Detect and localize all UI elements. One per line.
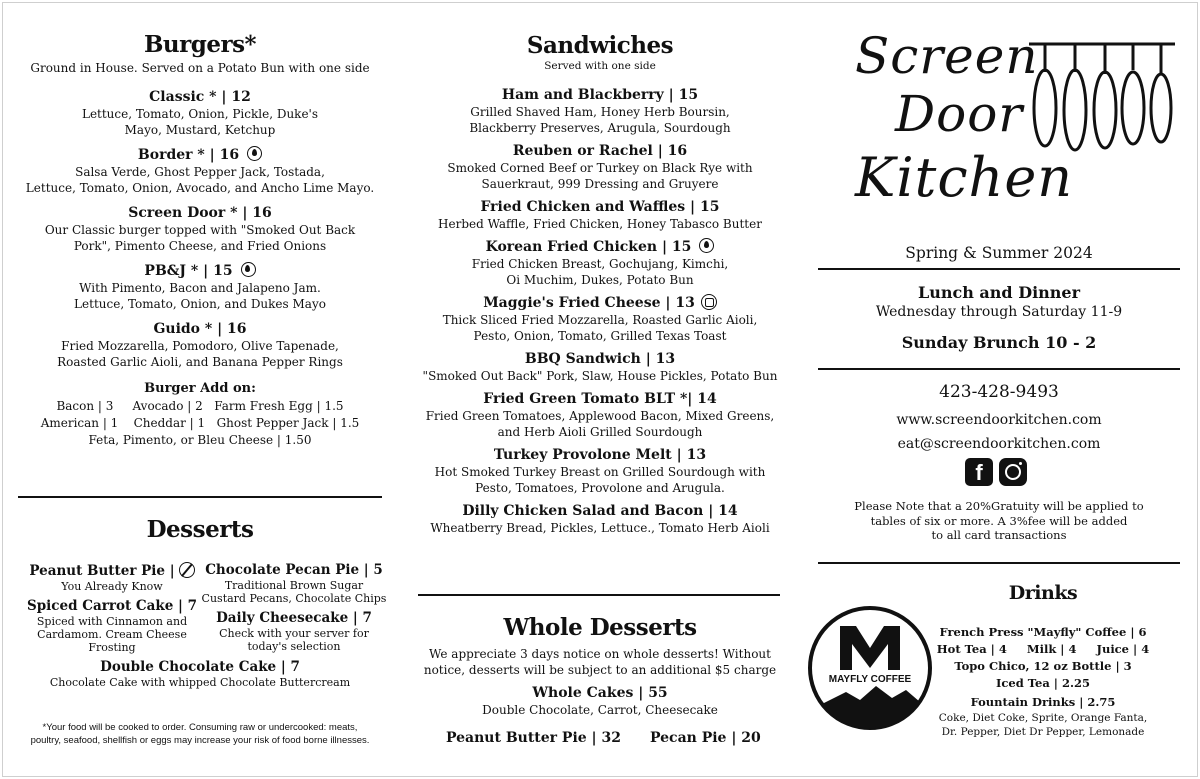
mayfly-coffee-logo: [808, 604, 932, 732]
dessert-desc: today's selection: [247, 640, 341, 653]
item-title: PB&J * | 15: [144, 263, 233, 279]
item-desc: Blackberry Preserves, Arugula, Sourdough: [469, 121, 731, 135]
drinks-title: Drinks: [1008, 582, 1078, 604]
item-desc: Pesto, Tomatoes, Provolone and Arugula.: [475, 481, 725, 495]
gratuity-line: tables of six or more. A 3%fee will be added: [870, 513, 1128, 528]
menu-item: [412, 390, 788, 440]
drinks-section: [930, 580, 1156, 739]
hours-section: [818, 283, 1180, 353]
item-desc: Herbed Waffle, Fried Chicken, Honey Tabasco Butter: [438, 217, 762, 231]
item-title: Classic * | 12: [149, 89, 251, 105]
season: Spring & Summer 2024: [905, 244, 1093, 262]
gratuity-line: Please Note that a 20%Gratuity will be applied to: [854, 499, 1144, 513]
addon-title: Burger Add on:: [144, 381, 256, 396]
footnote-line: poultry, seafood, shellfish or eggs may increase your risk of food borne illnesses.: [30, 735, 370, 746]
burgers-title: Burgers*: [143, 31, 257, 58]
item-desc: Salsa Verde, Ghost Pepper Jack, Tostada,: [75, 165, 325, 179]
item-desc: Fried Mozzarella, Pomodoro, Olive Tapenade,: [61, 339, 339, 353]
dessert-title: Chocolate Pecan Pie | 5: [205, 562, 383, 578]
item-desc: Mayo, Mustard, Ketchup: [124, 123, 276, 137]
item-desc: Our Classic burger topped with "Smoked Out Back: [44, 223, 356, 237]
dessert-desc: Cardamom. Cream Cheese: [37, 628, 187, 641]
logo-line-kitchen: Kitchen: [855, 146, 1074, 209]
desserts-title: Desserts: [146, 516, 254, 543]
item-desc: Sauerkraut, 999 Dressing and Gruyere: [481, 177, 719, 191]
item-desc: Fried Green Tomatoes, Applewood Bacon, Mixed Greens,: [425, 409, 775, 423]
instagram-icon[interactable]: [999, 458, 1027, 486]
drink-line: Topo Chico, 12 oz Bottle | 3: [954, 659, 1132, 673]
vegetarian-icon: [701, 294, 717, 310]
dessert-title: Spiced Carrot Cake | 7: [26, 598, 198, 614]
section-divider: [818, 268, 1180, 270]
drink-line: Fountain Drinks | 2.75: [970, 695, 1116, 709]
dessert-item: [18, 659, 382, 689]
menu-item: [18, 320, 382, 370]
drink-line: Hot Tea | 4 Milk | 4 Juice | 4: [936, 642, 1150, 656]
sandwiches-title: Sandwiches: [526, 32, 674, 59]
burger-addons: [18, 380, 382, 449]
mayfly-mountain-icon: [808, 604, 932, 732]
whole-desserts-note: We appreciate 3 days notice on whole desserts! Without: [429, 647, 771, 661]
social-icons: [965, 458, 1029, 488]
section-divider: [18, 496, 382, 498]
whole-desserts-title: Whole Desserts: [503, 614, 697, 641]
menu-item: [412, 446, 788, 496]
menu-item: [18, 146, 382, 196]
dessert-item: [200, 610, 388, 653]
dessert-desc: Frosting: [88, 641, 136, 654]
spicy-icon: [241, 262, 256, 277]
dessert-desc: Spiced with Cinnamon and: [36, 615, 188, 628]
item-title: Reuben or Rachel | 16: [512, 143, 688, 159]
item-desc: Lettuce, Tomato, Onion, Avocado, and Ancho Lime Mayo.: [25, 181, 375, 195]
item-title: Guido * | 16: [153, 321, 247, 337]
whole-cakes-desc: Double Chocolate, Carrot, Cheesecake: [482, 703, 718, 717]
restaurant-logo: [855, 26, 1175, 216]
menu-item: [412, 86, 788, 136]
gratuity-note: [818, 499, 1180, 543]
no-price-icon: [179, 562, 195, 578]
menu-item: [18, 88, 382, 138]
brunch-hours: Sunday Brunch 10 - 2: [901, 333, 1097, 352]
item-title: Maggie's Fried Cheese | 13: [483, 295, 695, 311]
dessert-desc: Custard Pecans, Chocolate Chips: [201, 592, 387, 605]
hours-days: Wednesday through Saturday 11-9: [875, 304, 1123, 320]
hours-title: Lunch and Dinner: [917, 283, 1081, 302]
item-desc: Pesto, Onion, Tomato, Grilled Texas Toast: [473, 329, 727, 343]
item-desc: With Pimento, Bacon and Jalapeno Jam.: [79, 281, 321, 295]
item-desc: Thick Sliced Fried Mozzarella, Roasted Garlic Aioli,: [442, 313, 758, 327]
facebook-icon[interactable]: f: [965, 458, 993, 486]
email-link[interactable]: eat@screendoorkitchen.com: [897, 436, 1101, 452]
item-desc: Hot Smoked Turkey Breast on Grilled Sourdough with: [434, 465, 766, 479]
mayfly-logo-text: MAYFLY COFFEE: [828, 674, 912, 685]
drink-line: Dr. Pepper, Diet Dr Pepper, Lemonade: [941, 726, 1145, 738]
burgers-subtitle: Ground in House. Served on a Potato Bun with one side: [30, 61, 370, 75]
drink-line: French Press "Mayfly" Coffee | 6: [939, 625, 1147, 639]
item-title: Border * | 16: [137, 147, 240, 163]
dessert-item: [22, 562, 202, 593]
dessert-title: Double Chocolate Cake | 7: [100, 659, 300, 675]
dessert-item: [22, 598, 202, 654]
hanging-pans-icon: [1027, 36, 1177, 166]
item-title: Dilly Chicken Salad and Bacon | 14: [462, 503, 738, 519]
menu-item: [412, 142, 788, 192]
item-desc: Grilled Shaved Ham, Honey Herb Boursin,: [470, 105, 730, 119]
spicy-icon: [247, 146, 262, 161]
food-safety-footnote: [18, 721, 382, 747]
menu-item: [412, 238, 788, 288]
dessert-desc: Chocolate Cake with whipped Chocolate Buttercream: [49, 676, 351, 689]
item-desc: Wheatberry Bread, Pickles, Lettuce., Tomato Herb Aioli: [430, 521, 770, 535]
drink-line: Coke, Diet Coke, Sprite, Orange Fanta,: [938, 712, 1148, 724]
sandwiches-subtitle: Served with one side: [544, 60, 656, 72]
dessert-desc: You Already Know: [61, 580, 163, 593]
item-title: Korean Fried Chicken | 15: [485, 239, 692, 255]
item-desc: and Herb Aioli Grilled Sourdough: [497, 425, 703, 439]
drink-line: Iced Tea | 2.25: [996, 676, 1090, 690]
item-desc: Lettuce, Tomato, Onion, Pickle, Duke's: [81, 107, 319, 121]
item-desc: Fried Chicken Breast, Gochujang, Kimchi,: [471, 257, 729, 271]
section-divider: [818, 368, 1180, 370]
item-desc: Smoked Corned Beef or Turkey on Black Rye with: [447, 161, 753, 175]
item-title: BBQ Sandwich | 13: [524, 351, 676, 367]
menu-item: [18, 204, 382, 254]
section-divider: [818, 562, 1180, 564]
whole-desserts-note: notice, desserts will be subject to an additional $5 charge: [423, 663, 777, 677]
item-title: Turkey Provolone Melt | 13: [493, 447, 707, 463]
addon-line: American | 1 Cheddar | 1 Ghost Pepper Jack | 1.5: [40, 416, 360, 430]
item-desc: Lettuce, Tomato, Onion, and Dukes Mayo: [74, 297, 326, 311]
item-title: Ham and Blackberry | 15: [501, 87, 699, 103]
phone-number[interactable]: 423-428-9493: [939, 382, 1059, 402]
addon-line: Feta, Pimento, or Bleu Cheese | 1.50: [88, 433, 312, 447]
menu-item: [412, 350, 788, 384]
item-title: Screen Door * | 16: [128, 205, 272, 221]
dessert-title: Peanut Butter Pie |: [29, 563, 175, 579]
menu-item: [412, 198, 788, 232]
item-desc: "Smoked Out Back" Pork, Slaw, House Pickles, Potato Bun: [422, 369, 778, 383]
item-desc: Pork", Pimento Cheese, and Fried Onions: [73, 239, 327, 253]
footnote-line: *Your food will be cooked to order. Consuming raw or undercooked: meats,: [42, 722, 358, 733]
whole-cakes-title: Whole Cakes | 55: [532, 685, 668, 701]
item-desc: Roasted Garlic Aioli, and Banana Pepper Rings: [57, 355, 343, 369]
logo-line-door: Door: [895, 85, 1024, 143]
logo-line-screen: Screen: [855, 27, 1039, 85]
menu-item: [412, 502, 788, 536]
burgers-section: [18, 30, 382, 449]
peanut-butter-pie: Peanut Butter Pie | 32: [446, 730, 622, 746]
dessert-item: [200, 562, 388, 605]
website-link[interactable]: www.screendoorkitchen.com: [896, 412, 1102, 428]
gratuity-line: to all card transactions: [931, 528, 1067, 542]
whole-desserts-section: [412, 614, 788, 718]
item-title: Fried Chicken and Waffles | 15: [480, 199, 720, 215]
item-title: Fried Green Tomato BLT *| 14: [483, 391, 717, 407]
spicy-icon: [699, 238, 714, 253]
addon-line: Bacon | 3 Avocado | 2 Farm Fresh Egg | 1.5: [56, 399, 344, 413]
sandwiches-section: [412, 32, 788, 536]
pecan-pie: Pecan Pie | 20: [650, 730, 761, 746]
item-desc: Oi Muchim, Dukes, Potato Bun: [506, 273, 694, 287]
dessert-title: Daily Cheesecake | 7: [216, 610, 372, 626]
menu-item: [412, 294, 788, 344]
menu-item: [18, 262, 382, 312]
section-divider: [418, 594, 780, 596]
contact-section: [818, 380, 1180, 454]
dessert-desc: Check with your server for: [219, 627, 369, 640]
dessert-desc: Traditional Brown Sugar: [224, 579, 364, 592]
